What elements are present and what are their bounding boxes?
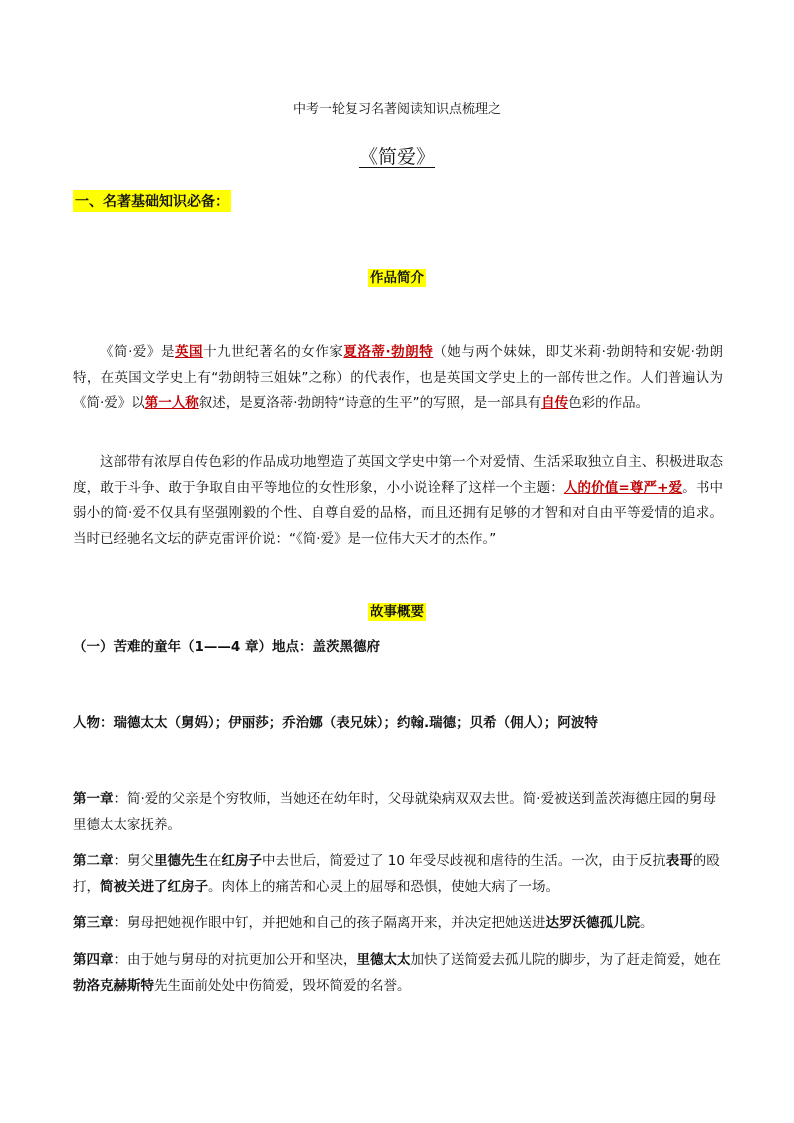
chapter-2-text: 。肉体上的痛苦和心灵上的屈辱和恐惧，使她大病了一场。 bbox=[208, 878, 559, 895]
story-heading bbox=[0, 600, 794, 620]
chapter-2-bold: 表哥 bbox=[665, 853, 693, 869]
doc-subtitle: 中考一轮复习名著阅读知识点梳理之 bbox=[292, 102, 501, 117]
chapter-4-bold: 勃洛克赫斯特 bbox=[73, 977, 154, 994]
chapter-2-label: 第二章 bbox=[73, 853, 114, 869]
chapter-3-text: ：舅母把她视作眼中钉，并把她和自己的孩子隔离开来，并决定把她送进 bbox=[113, 915, 546, 931]
chapter-2 bbox=[73, 849, 723, 900]
chapter-2-bold: 里德先生 bbox=[154, 853, 208, 869]
chapter-2-text: 的殴打， bbox=[73, 853, 720, 895]
doc-title bbox=[0, 142, 794, 169]
chapter-4-label: 第四章 bbox=[73, 952, 114, 968]
story-heading-text: 故事概要 bbox=[370, 604, 424, 620]
intro-heading-text: 作品简介 bbox=[370, 270, 424, 286]
p1-text-a: 《简·爱》是 bbox=[100, 344, 175, 360]
chapter-2-bold: 简被关进了红房子 bbox=[100, 878, 208, 895]
chapter-4-text: 先生面前处处中伤简爱，毁坏简爱的名誉。 bbox=[154, 977, 411, 994]
chapter-2-text: ：舅父 bbox=[113, 853, 154, 869]
section-heading-basics: 一、名著基础知识必备： bbox=[73, 190, 231, 212]
chapter-1 bbox=[73, 787, 723, 838]
chapter-2-text: 在 bbox=[208, 853, 222, 869]
p2-text-c: 。书中弱小的简·爱不仅具有坚强刚毅的个性、自尊自爱的品格，而且还拥有足够的才智和对自由平等爱情的追求。当时已经驰名文坛的萨克雷评价说：“《简·爱》是一位伟大天才的杰作。” bbox=[73, 479, 724, 547]
doc-title-text: 《简爱》 bbox=[358, 146, 435, 168]
p2-text-a: 这部带有浓厚自传色彩的作品成功地塑造了英国文学史中第一个对爱情、生活采取独立自主、积极进取态度，敢于斗争、敢于争取自由平等地位的女性形象，小小说诠释了这样一个主题： bbox=[73, 454, 723, 496]
p1-text-g: 叙述，是夏洛蒂·勃朗特“诗意的生平”的写照，是一部具有 bbox=[198, 395, 542, 411]
keyword-author: 夏洛蒂·勃朗特 bbox=[343, 344, 434, 360]
chapter-2-text: 中去世后，简爱过了 10 年受尽歧视和虐待的生活。一次，由于反抗 bbox=[262, 853, 666, 869]
chapter-3-text: 。 bbox=[640, 915, 654, 931]
story-part-1-heading: （一）苦难的童年（1——4 章）地点：盖茨黑德府 bbox=[73, 639, 380, 655]
p1-text-i: 色彩的作品。 bbox=[568, 395, 650, 411]
chapter-3-label: 第三章 bbox=[73, 915, 114, 931]
chapter-1-label: 第一章 bbox=[73, 791, 114, 807]
story-characters: 人物：瑞德太太（舅妈）；伊丽莎；乔治娜（表兄妹）；约翰.瑞德；贝希（佣人）；阿波特 bbox=[73, 715, 598, 731]
chapter-3 bbox=[73, 911, 723, 937]
chapter-4-bold: 里德太太 bbox=[356, 952, 411, 968]
chapter-4-text: ：由于她与舅母的对抗更加公开和坚决， bbox=[113, 952, 357, 968]
keyword-first-person: 第一人称 bbox=[144, 395, 199, 411]
keyword-england: 英国 bbox=[174, 344, 204, 360]
intro-paragraph-1 bbox=[73, 340, 723, 417]
chapter-1-text: ：简·爱的父亲是个穷牧师，当她还在幼年时，父母就染病双双去世。简·爱被送到盖茨海德庄园的舅母里德太太家抚养。 bbox=[73, 791, 717, 833]
p1-text-e: （她与两个妹妹，即艾米莉·勃朗特和安妮·勃朗特，在英国文学史上有“勃朗特三姐妹”之称）的代表作，也是英国文学史上的一部传世之作。人们普遍认为《简·爱》以 bbox=[73, 344, 724, 411]
chapter-4-text: 加快了送简爱去孤儿院的脚步，为了赶走简爱，她在 bbox=[410, 952, 721, 968]
chapter-3-bold: 达罗沃德孤儿院 bbox=[545, 915, 640, 931]
p1-text-c: 十九世纪著名的女作家 bbox=[203, 344, 344, 360]
keyword-autobiography: 自传 bbox=[541, 395, 569, 411]
chapter-2-bold: 红房子 bbox=[221, 853, 262, 869]
intro-heading bbox=[0, 266, 794, 286]
intro-paragraph-2 bbox=[73, 450, 723, 552]
chapter-4 bbox=[73, 948, 723, 999]
keyword-theme: 人的价值=尊严+爱 bbox=[563, 479, 683, 496]
